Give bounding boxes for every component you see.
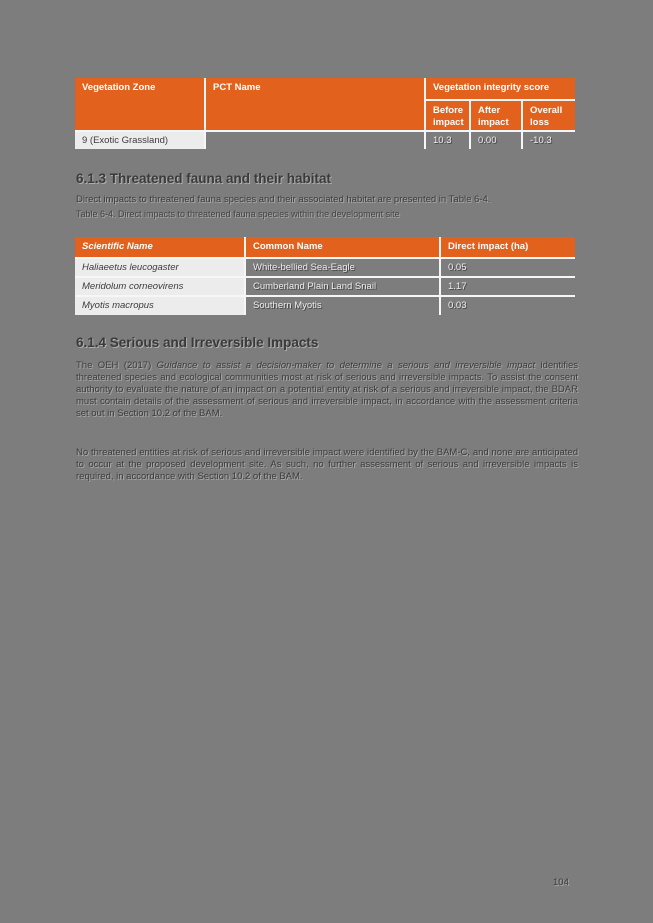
- veg-table-header-pct: PCT Name: [205, 78, 425, 131]
- table-row: [75, 131, 575, 149]
- table-row: [75, 296, 575, 315]
- scientific-name-cell: Myotis macropus: [75, 296, 245, 315]
- veg-table-header-overall-loss: Overall loss: [522, 100, 575, 131]
- paragraph-text: identifies threatened species and ecological communities most at risk of serious and irreversible impacts. To assist the consent authority to evaluate the nature of an impact on a potential entity at risk of a serious and irreversible impact, the BDAR must contain details of the assessment of serious and irreversible impact, in accordance with the assessment criteria set out in Section 10.2 of the BAM.: [76, 360, 578, 419]
- direct-impact-cell: 0.03: [440, 296, 575, 315]
- direct-impact-cell: 0.05: [440, 258, 575, 277]
- pct-name-cell: [205, 131, 425, 149]
- overall-loss-value: -10.3: [522, 131, 575, 149]
- section-613-paragraph: Direct impacts to threatened fauna species and their associated habitat are presented in Table 6-4.: [76, 194, 491, 205]
- veg-table-header-after-impact: After impact: [470, 100, 522, 131]
- page-number: 104: [553, 877, 569, 888]
- fauna-header-common-name: Common Name: [245, 237, 440, 258]
- veg-table-header-before-impact: Before impact: [425, 100, 470, 131]
- direct-impact-cell: 1.17: [440, 277, 575, 296]
- section-614-paragraph-1: [76, 360, 578, 420]
- after-impact-value: 0.00: [470, 131, 522, 149]
- before-impact-value: 10.3: [425, 131, 470, 149]
- guidance-document-title: Guidance to assist a decision-maker to determine a serious and irreversible impact: [156, 360, 536, 371]
- section-heading-614: 6.1.4 Serious and Irreversible Impacts: [76, 335, 319, 350]
- vegetation-integrity-table: [75, 78, 575, 149]
- section-heading-613: 6.1.3 Threatened fauna and their habitat: [76, 171, 332, 186]
- fauna-header-scientific-name: Scientific Name: [75, 237, 245, 258]
- veg-table-header-zone: Vegetation Zone: [75, 78, 205, 131]
- scientific-name-cell: Haliaeetus leucogaster: [75, 258, 245, 277]
- paragraph-text: The OEH (2017): [76, 360, 157, 371]
- veg-table-header-integrity-group: Vegetation integrity score: [425, 78, 575, 100]
- fauna-impacts-table: [75, 237, 575, 315]
- table-6-4-caption: Table 6-4. Direct impacts to threatened fauna species within the development site: [76, 209, 400, 219]
- common-name-cell: Southern Myotis: [245, 296, 440, 315]
- fauna-header-direct-impact: Direct impact (ha): [440, 237, 575, 258]
- veg-zone-cell: 9 (Exotic Grassland): [75, 131, 205, 149]
- section-614-paragraph-2: No threatened entities at risk of serious and irreversible impact were identified by the BAM-C, and none are anticipated to occur at the proposed development site. As such, no further assessment of serious and irreversible impacts is required, in accordance with Section 10.2 of the BAM.: [76, 447, 578, 482]
- table-row: [75, 258, 575, 277]
- common-name-cell: Cumberland Plain Land Snail: [245, 277, 440, 296]
- scientific-name-cell: Meridolum corneovirens: [75, 277, 245, 296]
- table-row: [75, 277, 575, 296]
- common-name-cell: White-bellied Sea-Eagle: [245, 258, 440, 277]
